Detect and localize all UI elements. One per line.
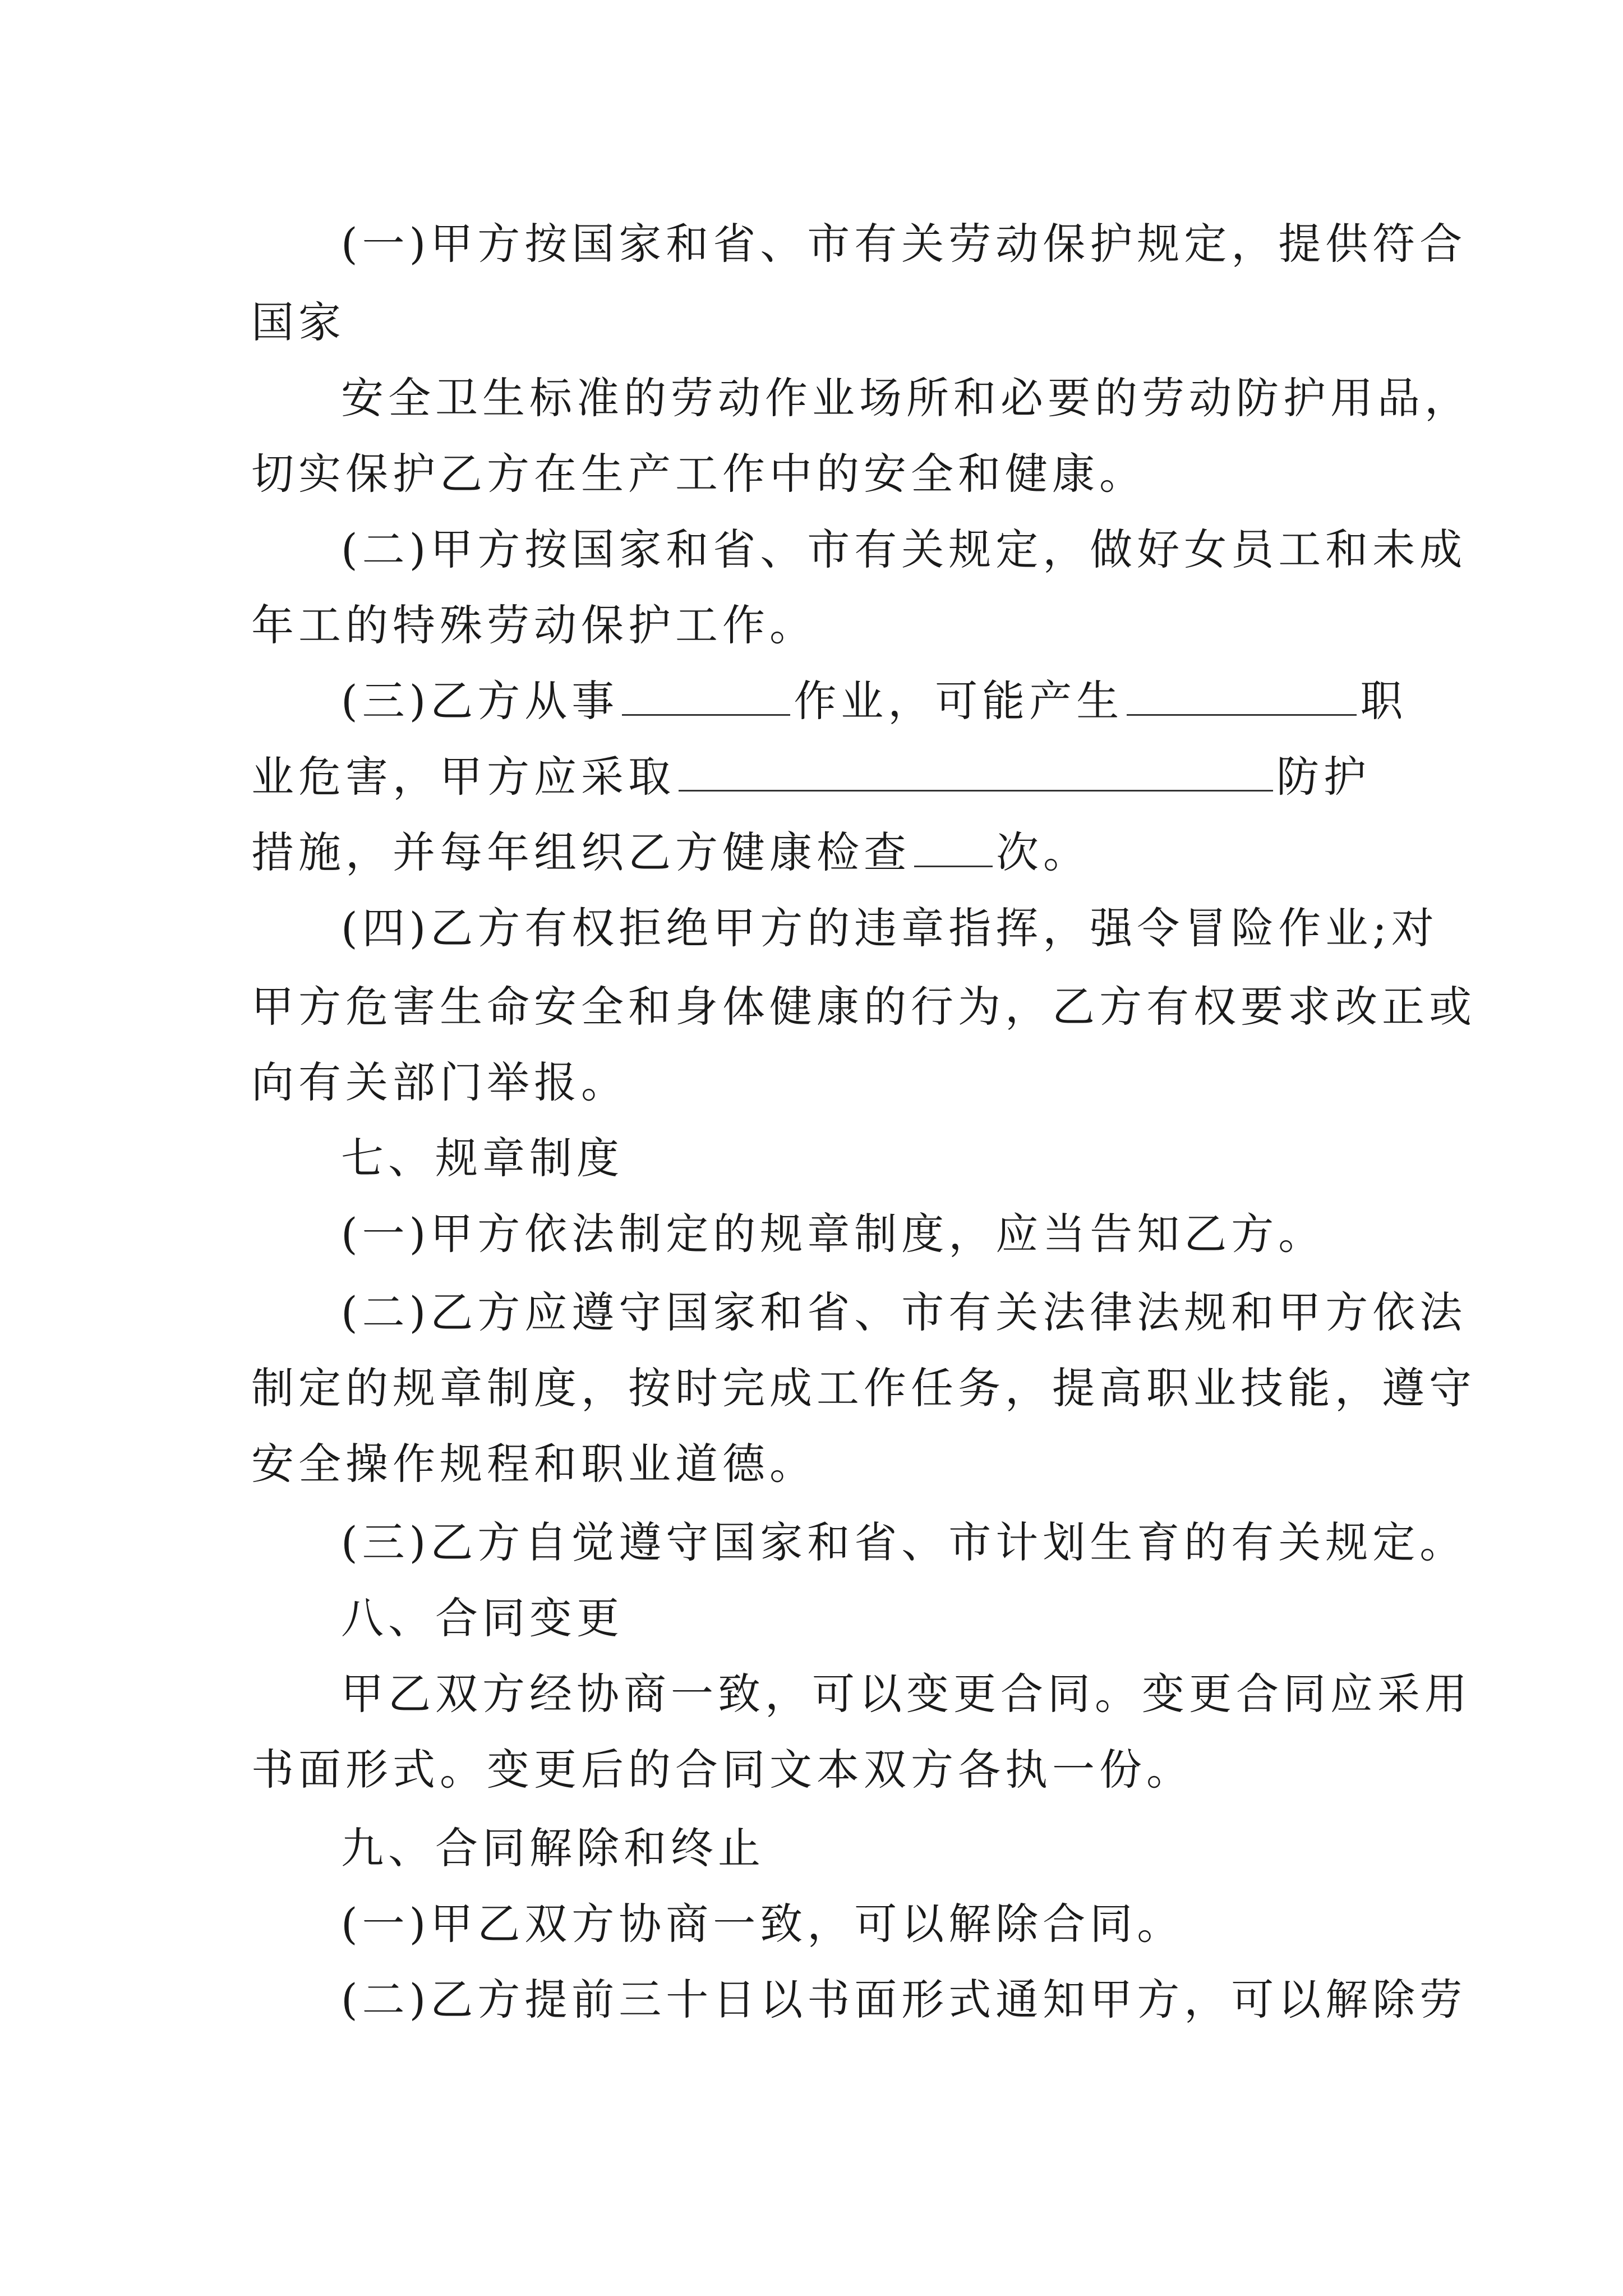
text-segment: 职	[1360, 676, 1408, 726]
fill-in-line	[251, 822, 1090, 884]
text-line: 年工的特殊劳动保护工作。	[251, 600, 817, 650]
text-segment: 次。	[996, 827, 1090, 877]
text-line: 国家	[251, 297, 345, 347]
fill-blank[interactable]	[679, 751, 1273, 792]
text-line: (四)乙方有权拒绝甲方的违章指挥，强令冒险作业;对	[341, 903, 1438, 953]
text-segment: 业危害，甲方应采取	[251, 752, 675, 802]
text-line: 向有关部门举报。	[251, 1057, 628, 1107]
text-line: 甲乙双方经协商一致，可以变更合同。变更合同应采用	[341, 1669, 1472, 1719]
text-line: 制定的规章制度，按时完成工作任务，提高职业技能，遵守	[251, 1363, 1476, 1413]
text-line: 书面形式。变更后的合同文本双方各执一份。	[251, 1745, 1193, 1795]
fill-blank[interactable]	[622, 675, 790, 716]
text-line: (三)乙方自觉遵守国家和省、市计划生育的有关规定。	[341, 1517, 1467, 1567]
text-line: 切实保护乙方在生产工作中的安全和健康。	[251, 449, 1146, 499]
text-line: (二)甲方按国家和省、市有关规定，做好女员工和未成	[341, 524, 1467, 574]
text-segment: (三)乙方从事	[341, 676, 619, 726]
text-line: 甲方危害生命安全和身体健康的行为，乙方有权要求改正或	[251, 982, 1476, 1032]
section-heading: 八、合同变更	[341, 1593, 624, 1643]
fill-blank[interactable]	[1127, 675, 1357, 716]
text-segment: 措施，并每年组织乙方健康检查	[251, 827, 911, 877]
text-segment: 作业，可能产生	[794, 676, 1124, 726]
text-line: (一)甲乙双方协商一致，可以解除合同。	[341, 1899, 1184, 1949]
text-line: (一)甲方按国家和省、市有关劳动保护规定，提供符合	[341, 219, 1467, 269]
section-heading: 九、合同解除和终止	[341, 1823, 765, 1873]
text-line: 安全卫生标准的劳动作业场所和必要的劳动防护用品，	[341, 373, 1472, 423]
text-line: (一)甲方依法制定的规章制度，应当告知乙方。	[341, 1209, 1326, 1259]
fill-blank[interactable]	[914, 826, 993, 867]
text-line: (二)乙方应遵守国家和省、市有关法律法规和甲方依法	[341, 1287, 1467, 1337]
fill-in-line	[251, 746, 1371, 808]
text-line: 安全操作规程和职业道德。	[251, 1439, 817, 1489]
text-line: (二)乙方提前三十日以书面形式通知甲方，可以解除劳	[341, 1975, 1467, 2024]
fill-in-line	[341, 670, 1407, 732]
text-segment: 防护	[1276, 752, 1371, 802]
section-heading: 七、规章制度	[341, 1133, 624, 1183]
